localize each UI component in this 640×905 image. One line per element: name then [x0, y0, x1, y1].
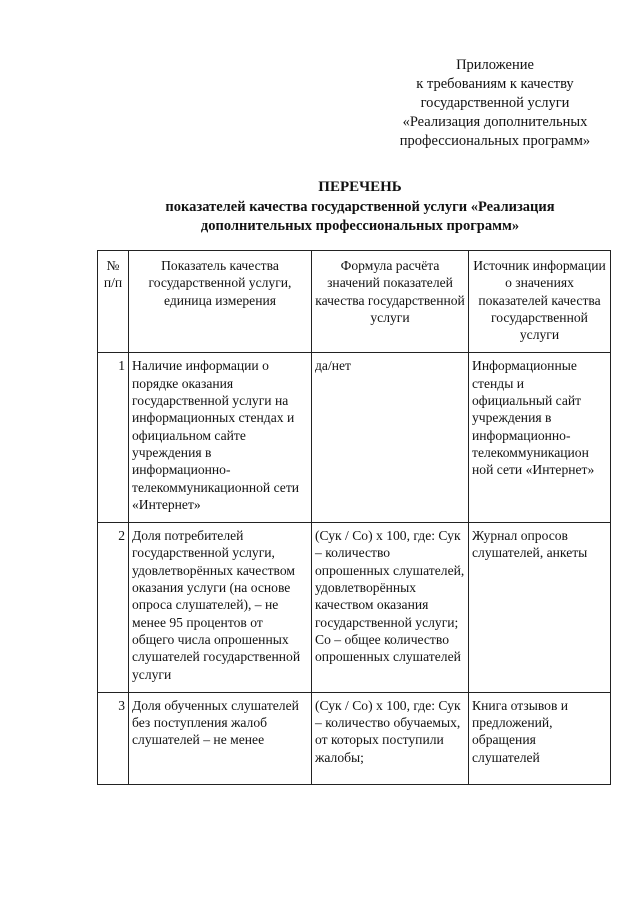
document-title: ПЕРЕЧЕНЬ	[318, 179, 402, 195]
formula-cell: (Сук / Со) х 100, где: Сук – количество обучаемых, от которых поступили жалобы;	[312, 692, 469, 784]
appendix-line: Приложение	[456, 57, 534, 73]
appendix-line: «Реализация дополнительных	[402, 114, 588, 130]
header-formula: Формула расчёта значений показателей качества государственной услуги	[312, 251, 469, 353]
indicator-cell: Доля обученных слушателей без поступления жалоб слушателей – не менее	[129, 692, 312, 784]
subtitle-line: дополнительных профессиональных программ»	[200, 218, 520, 234]
header-num: № п/п	[98, 251, 129, 353]
appendix-block	[370, 56, 620, 151]
header-source: Источник информации о значениях показателей качества государственной услуги	[469, 251, 611, 353]
table-header-row	[98, 251, 611, 353]
indicator-cell: Доля потребителей государственной услуги, удовлетворённых качеством оказания услуги (на основе опроса слушателей), – не менее 95 процентов от общего числа опрошенных слушателей государственной услуги	[129, 523, 312, 693]
table-row	[98, 353, 611, 523]
formula-cell: да/нет	[312, 353, 469, 523]
table-row	[98, 523, 611, 693]
row-number: 2	[98, 523, 129, 693]
indicator-cell: Наличие информации о порядке оказания государственной услуги на информационных стендах и официальном сайте учреждения в информационно-телекоммуникационной сети «Интернет»	[129, 353, 312, 523]
header-indicator: Показатель качества государственной услуги, единица измерения	[129, 251, 312, 353]
row-number: 1	[98, 353, 129, 523]
subtitle-line: показателей качества государственной услуги «Реализация	[165, 199, 555, 215]
appendix-line: государственной услуги	[420, 95, 570, 111]
document-subtitle	[60, 198, 640, 236]
appendix-line: профессиональных программ»	[399, 133, 591, 149]
row-number: 3	[98, 692, 129, 784]
source-cell: Книга отзывов и предложений, обращения слушателей	[469, 692, 611, 784]
table-row	[98, 692, 611, 784]
appendix-line: к требованиям к качеству	[416, 76, 574, 92]
indicators-table	[97, 250, 611, 785]
formula-cell: (Сук / Со) х 100, где: Сук – количество опрошенных слушателей, удовлетворённых качеством оказания государственной услуги; Со – общее количество опрошенных слушателей	[312, 523, 469, 693]
source-cell: Журнал опросов слушателей, анкеты	[469, 523, 611, 693]
source-cell: Информационные стенды и официальный сайт учреждения в информационно-телекоммуникацион ной сети «Интернет»	[469, 353, 611, 523]
